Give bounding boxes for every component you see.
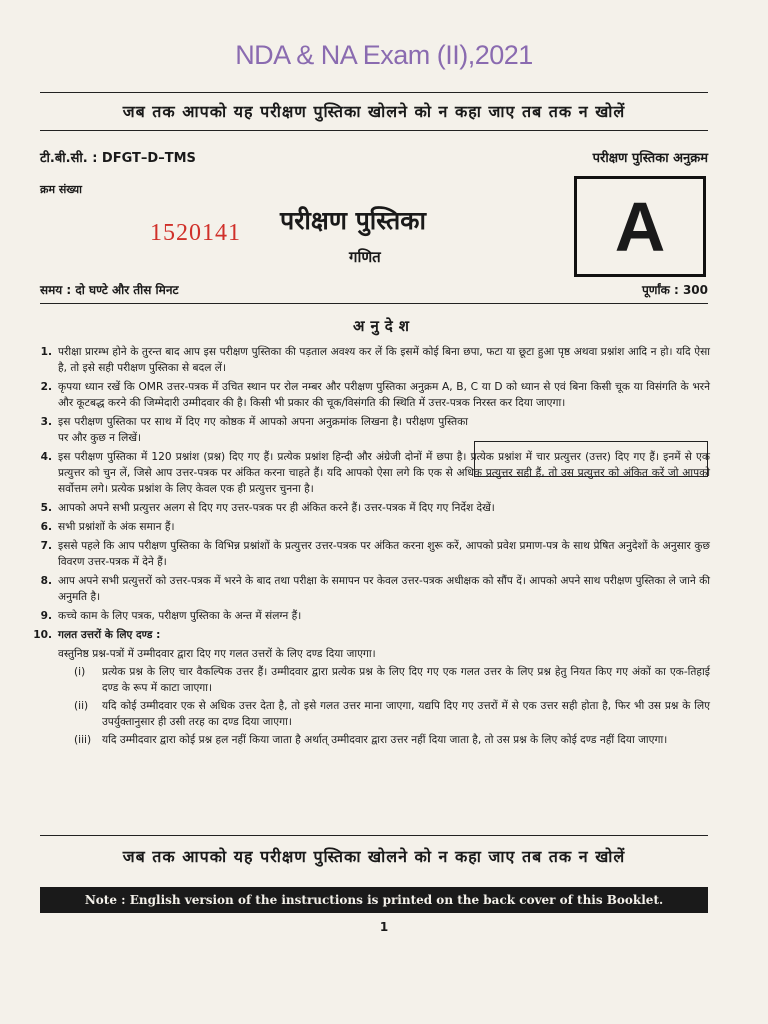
instructions-list bbox=[30, 344, 710, 750]
instruction-item: 4. इस परीक्षण पुस्तिका में 120 प्रश्नांश (प्रश्न) दिए गए हैं। प्रत्येक प्रश्नांश हिन्दी और अंग्रेजी दोनों में छपा है। प्रत्येक प्रश्नांश में चार प्रत्युत्तर (उत्तर) दिए गए हैं। इनमें से एक प्रत्युत्तर को चुन लें, जिसे आप उत्तर-पत्रक पर अंकित करना चाहते हैं। यदि आपको ऐसा लगे कि एक से अधिक प्रत्युत्तर सही हैं, तो उस प्रत्युत्तर को अंकित करें जो आपको सर्वोत्तम लगे। प्रत्येक प्रश्नांश के लिए केवल एक ही प्रत्युत्तर चुनना है। bbox=[40, 451, 710, 495]
instruction-item: 7. इससे पहले कि आप परीक्षण पुस्तिका के विभिन्न प्रश्नांशों के प्रत्युत्तर उत्तर-पत्रक पर अंकित करना शुरू करें, आपको प्रवेश प्रमाण-पत्र के साथ प्रेषित अनुदेशों के अनुसार कुछ विवरण उत्तर-पत्रक में देने हैं। bbox=[40, 540, 710, 568]
instruction-item: 1. परीक्षा प्रारम्भ होने के तुरन्त बाद आप इस परीक्षण पुस्तिका की पड़ताल अवश्य कर लें कि इसमें कोई बिना छपा, फटा या छूटा हुआ पृष्ठ अथवा प्रश्नांश आदि न हो। यदि ऐसा है, तो इसे सही परीक्षण पुस्तिका से बदल लें। bbox=[40, 346, 710, 374]
subject-name: गणित bbox=[349, 248, 381, 266]
time-allowed: समय : दो घण्टे और तीस मिनट bbox=[40, 283, 179, 297]
series-box bbox=[574, 176, 706, 277]
divider bbox=[40, 130, 708, 131]
instruction-item: 10. गलत उत्तरों के लिए दण्ड : bbox=[33, 629, 161, 641]
penalty-item: (ii) यदि कोई उम्मीदवार एक से अधिक उत्तर देता है, तो इसे गलत उत्तर माना जाएगा, यद्यपि दिए गए उत्तरों में से एक उत्तर सही होता है, फिर भी उस प्रश्न के लिए उपर्युक्तानुसार ही उसी तरह का दण्ड दिया जाएगा। bbox=[74, 700, 711, 728]
instruction-item: 8. आप अपने सभी प्रत्युत्तरों को उत्तर-पत्रक में भरने के बाद तथा परीक्षा के समापन पर केवल उत्तर-पत्रक अधीक्षक को सौंप दें। आपको अपने साथ परीक्षण पुस्तिका ले जाने की अनुमति है। bbox=[40, 575, 710, 603]
note-text: Note : English version of the instructions is printed on the back cover of this Booklet. bbox=[84, 893, 664, 907]
series-letter: A bbox=[614, 187, 666, 266]
penalty-item: (iii) यदि उम्मीदवार द्वारा कोई प्रश्न हल नहीं किया जाता है अर्थात् उम्मीदवार द्वारा उत्तर नहीं दिया जाता है, तो उस प्रश्न के लिए कोई दण्ड नहीं दिया जाएगा। bbox=[74, 734, 668, 746]
exam-header: NDA & NA Exam (II),2021 bbox=[235, 40, 533, 70]
english-version-note bbox=[40, 887, 708, 913]
instruction-item: 5. आपको अपने सभी प्रत्युत्तर अलग से दिए गए उत्तर-पत्रक पर ही अंकित करने हैं। उत्तर-पत्रक में दिए गए निर्देश देखें। bbox=[40, 502, 495, 514]
instruction-item: 3. इस परीक्षण पुस्तिका पर साथ में दिए गए कोष्ठक में आपको अपना अनुक्रमांक लिखना है। परीक्षण पुस्तिका पर और कुछ न लिखें। bbox=[40, 416, 468, 444]
divider bbox=[40, 835, 708, 836]
tbc-code: टी.बी.सी. : DFGT–D–TMS bbox=[40, 151, 196, 166]
page-number: 1 bbox=[379, 920, 389, 934]
top-divider bbox=[40, 92, 708, 93]
warning-banner-bottom: जब तक आपको यह परीक्षण पुस्तिका खोलने को न कहा जाए तब तक न खोलें bbox=[122, 847, 626, 866]
instructions-heading: अनुदेश bbox=[353, 317, 415, 335]
booklet-series-label: परीक्षण पुस्तिका अनुक्रम bbox=[592, 151, 708, 166]
booklet-title: परीक्षण पुस्तिका bbox=[280, 206, 426, 235]
serial-number: 1520141 bbox=[150, 220, 241, 246]
serial-label: क्रम संख्या bbox=[40, 183, 82, 196]
penalty-intro: वस्तुनिष्ठ प्रश्न-पत्रों में उम्मीदवार द्वारा दिए गए गलत उत्तरों के लिए दण्ड दिया जाएगा। bbox=[58, 648, 376, 660]
instruction-item: 2. कृपया ध्यान रखें कि OMR उत्तर-पत्रक में उचित स्थान पर रोल नम्बर और परीक्षण पुस्तिका अनुक्रम A, B, C या D को ध्यान से एवं बिना किसी चूक या विसंगति के भरने और कूटबद्ध करने की जिम्मेदारी उम्मीदवार की है। किसी भी प्रकार की चूक/विसंगति की स्थिति में उत्तर-पत्रक निरस्त कर दिया जाएगा। bbox=[40, 381, 710, 409]
warning-banner-top: जब तक आपको यह परीक्षण पुस्तिका खोलने को न कहा जाए तब तक न खोलें bbox=[122, 102, 626, 121]
penalty-item: (i) प्रत्येक प्रश्न के लिए चार वैकल्पिक उत्तर हैं। उम्मीदवार द्वारा प्रत्येक प्रश्न के लिए दिए गए एक गलत उत्तर के लिए प्रश्न हेतु नियत किए गए अंकों का एक-तिहाई दण्ड के रूप में काटा जाएगा। bbox=[74, 666, 710, 694]
instruction-item: 6. सभी प्रश्नांशों के अंक समान हैं। bbox=[40, 521, 175, 533]
instruction-item: 9. कच्चे काम के लिए पत्रक, परीक्षण पुस्तिका के अन्त में संलग्न हैं। bbox=[40, 610, 302, 622]
max-marks: पूर्णांक : 300 bbox=[641, 283, 708, 297]
divider bbox=[40, 303, 708, 304]
